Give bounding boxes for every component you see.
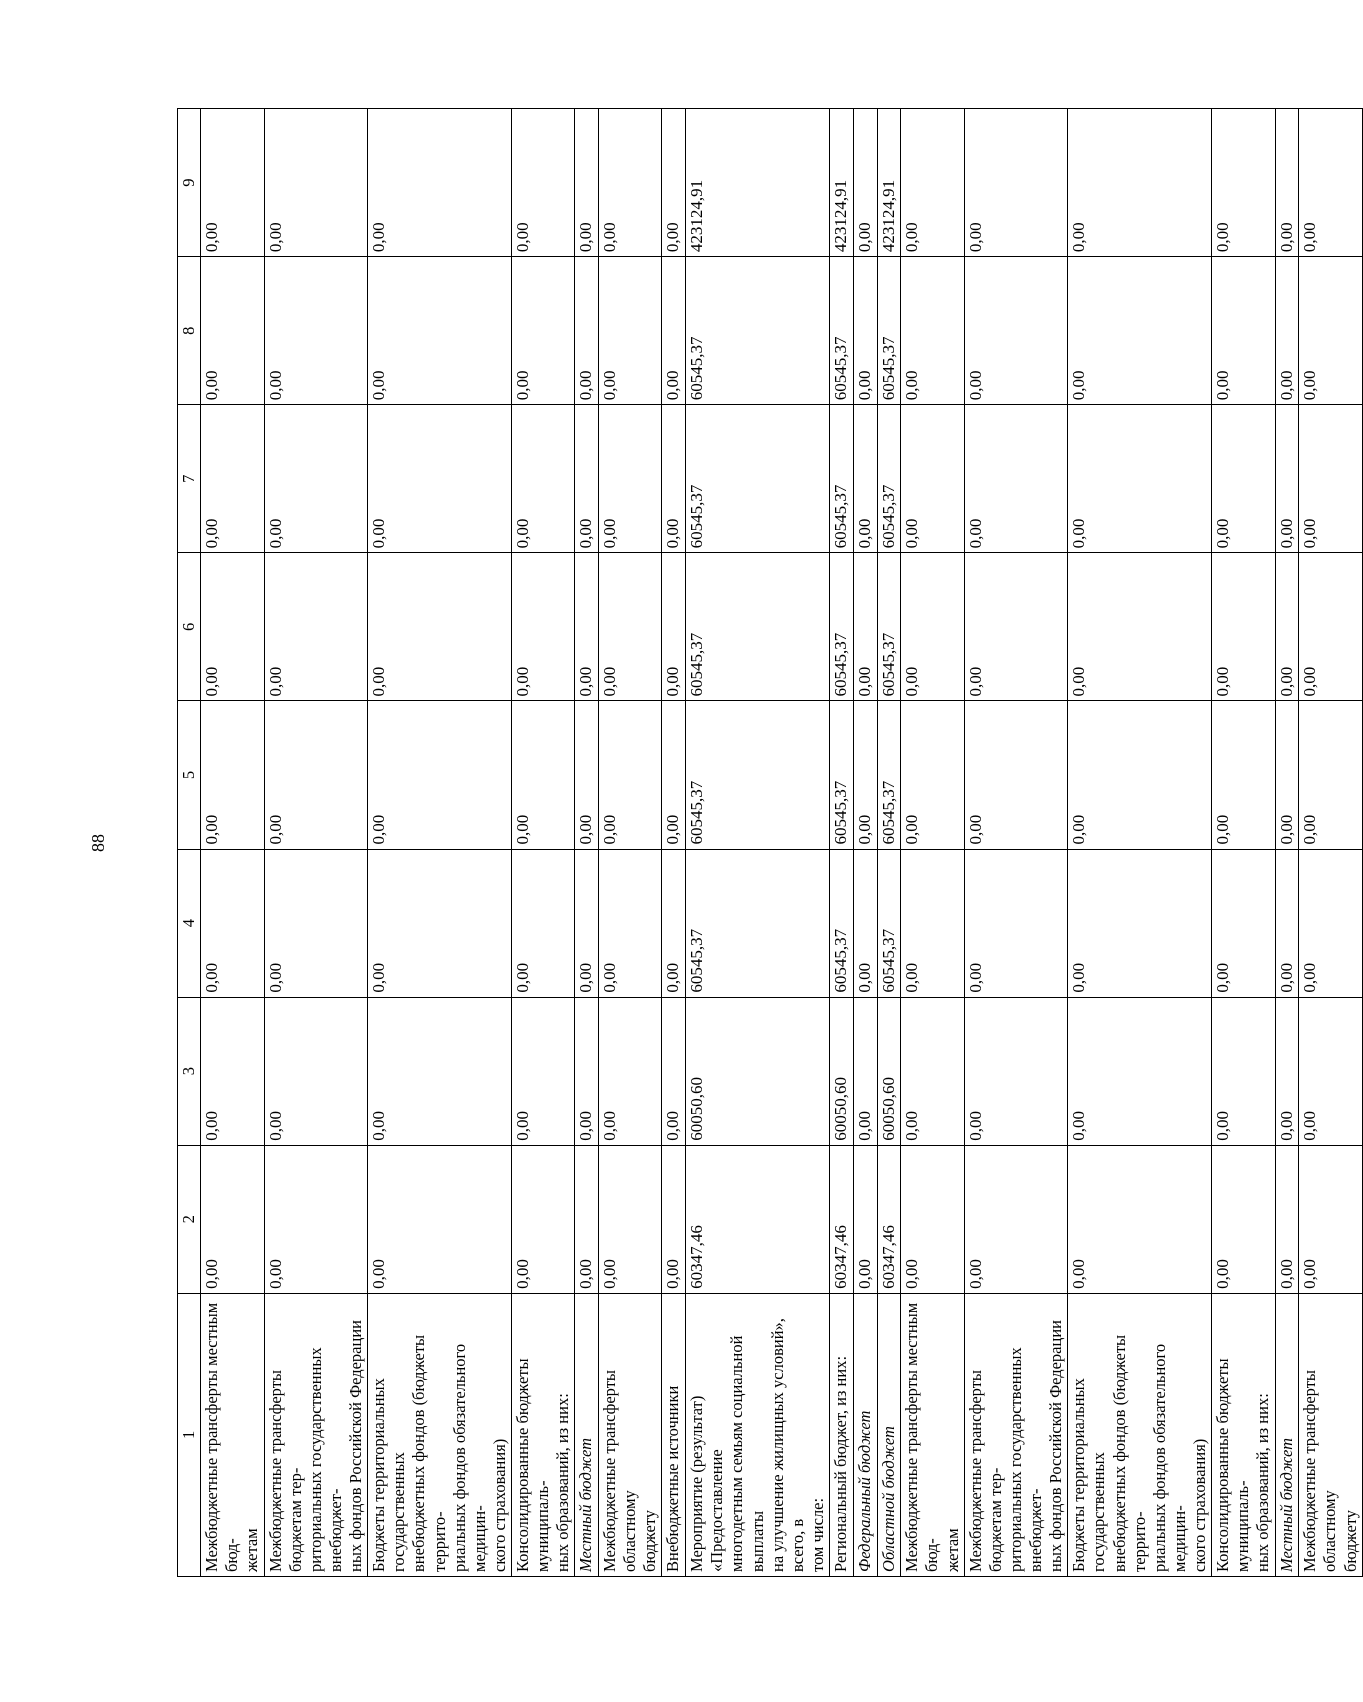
table-cell: 0,00 (1212, 405, 1275, 553)
label-line: Местный бюджет (576, 1437, 596, 1572)
label-line: риальных фондов обязательного медицин- (1149, 1343, 1189, 1572)
table-cell: 60545,37 (877, 701, 901, 849)
table-cell: 0,00 (1068, 405, 1212, 553)
table-cell: 0,00 (1068, 997, 1212, 1145)
table-cell: 0,00 (901, 109, 964, 257)
table-cell: 60545,37 (877, 849, 901, 997)
table-cell: 0,00 (201, 257, 264, 405)
label-line: Федеральный бюджет (854, 1410, 874, 1572)
table-row (830, 109, 854, 1577)
table-cell: 0,00 (201, 405, 264, 553)
table-row (964, 109, 1068, 1577)
table-cell: 0,00 (964, 257, 1068, 405)
table-body (201, 109, 1363, 1577)
table-cell: 0,00 (575, 701, 599, 849)
table-cell: 0,00 (575, 849, 599, 997)
row-label (1275, 1293, 1299, 1576)
table-cell: 0,00 (853, 1145, 877, 1293)
table-cell: 0,00 (964, 701, 1068, 849)
label-line: риальных фондов обязательного медицин- (449, 1343, 489, 1572)
table-cell: 0,00 (599, 1145, 662, 1293)
table-cell: 0,00 (964, 849, 1068, 997)
table-cell: 60545,37 (830, 553, 854, 701)
column-header: 9 (178, 109, 201, 257)
table-cell: 0,00 (662, 1145, 686, 1293)
table-cell: 0,00 (1068, 1145, 1212, 1293)
label-line: ных образований, из них: (1253, 1393, 1273, 1572)
table-row (599, 109, 662, 1577)
row-label (853, 1293, 877, 1576)
table-cell: 0,00 (201, 701, 264, 849)
table-cell: 0,00 (964, 109, 1068, 257)
label-line: ных фондов Российской Федерации (1046, 1320, 1066, 1572)
label-line: Межбюджетные трансферты бюджетам тер- (265, 1369, 305, 1572)
label-line: Межбюджетные трансферты местным бюд- (202, 1302, 242, 1572)
table-cell: 0,00 (1212, 701, 1275, 849)
column-header: 3 (178, 997, 201, 1145)
label-line: Межбюджетные трансферты областному (600, 1369, 640, 1572)
label-line: том числе: (807, 1497, 827, 1572)
row-label (264, 1293, 368, 1576)
label-line: внебюджетных фондов (бюджеты террито- (409, 1334, 449, 1572)
table-cell: 60545,37 (830, 405, 854, 553)
label-line: многодетным семьям социальной выплаты (727, 1335, 767, 1572)
table-cell: 0,00 (662, 553, 686, 701)
table-cell: 0,00 (1299, 553, 1362, 701)
table-cell: 60050,60 (830, 997, 854, 1145)
table-cell: 0,00 (368, 257, 512, 405)
table-row (201, 109, 264, 1577)
table-cell: 60545,37 (686, 553, 830, 701)
table-cell: 0,00 (853, 701, 877, 849)
label-line: Внебюджетные источники (663, 1385, 683, 1572)
page-number: 88 (88, 834, 108, 852)
table-cell: 60545,37 (686, 257, 830, 405)
table-cell: 0,00 (901, 405, 964, 553)
table-cell: 0,00 (1068, 553, 1212, 701)
table-row (1212, 109, 1275, 1577)
budget-table (177, 108, 1363, 1577)
table-cell: 0,00 (1275, 1145, 1299, 1293)
row-label (1068, 1293, 1212, 1576)
table-cell: 0,00 (264, 1145, 368, 1293)
row-label (599, 1293, 662, 1576)
table-cell: 0,00 (662, 997, 686, 1145)
row-label (877, 1293, 901, 1576)
table-cell: 0,00 (368, 997, 512, 1145)
table-cell: 60545,37 (877, 405, 901, 553)
table-cell: 0,00 (1212, 553, 1275, 701)
table-cell: 0,00 (368, 405, 512, 553)
table-cell: 0,00 (1068, 109, 1212, 257)
table-cell: 0,00 (1212, 109, 1275, 257)
table-cell: 60545,37 (830, 701, 854, 849)
label-line: ского страхования) (489, 1438, 509, 1572)
table-cell: 0,00 (368, 109, 512, 257)
table-cell: 0,00 (264, 257, 368, 405)
label-line: Межбюджетные трансферты местным бюд- (902, 1302, 942, 1572)
table-cell: 0,00 (575, 109, 599, 257)
table-cell: 0,00 (1275, 997, 1299, 1145)
label-line: жетам (242, 1528, 262, 1572)
table-cell: 0,00 (901, 701, 964, 849)
table-row (877, 109, 901, 1577)
table-cell: 60347,46 (686, 1145, 830, 1293)
table-cell: 0,00 (1275, 405, 1299, 553)
table-cell: 423124,91 (686, 109, 830, 257)
table-row (1068, 109, 1212, 1577)
table-cell: 0,00 (264, 997, 368, 1145)
table-row (264, 109, 368, 1577)
table-cell: 60545,37 (877, 553, 901, 701)
table-cell: 0,00 (575, 553, 599, 701)
row-label (1299, 1293, 1362, 1576)
table-cell: 0,00 (512, 405, 575, 553)
table-cell: 0,00 (1299, 109, 1362, 257)
label-line: Бюджеты территориальных государственных (1069, 1378, 1109, 1572)
table-cell: 0,00 (901, 849, 964, 997)
table-cell: 0,00 (264, 553, 368, 701)
label-line: бюджету (640, 1509, 660, 1572)
table-cell: 0,00 (853, 109, 877, 257)
table-cell: 0,00 (512, 257, 575, 405)
table-row (575, 109, 599, 1577)
label-line: ных фондов Российской Федерации (346, 1320, 365, 1572)
row-label (512, 1293, 575, 1576)
table-cell: 0,00 (662, 701, 686, 849)
table-cell: 0,00 (853, 849, 877, 997)
table-cell: 0,00 (964, 1145, 1068, 1293)
table-cell: 0,00 (1299, 1145, 1362, 1293)
table-cell: 0,00 (201, 849, 264, 997)
table-row (853, 109, 877, 1577)
table-cell: 0,00 (599, 701, 662, 849)
table-container (177, 108, 1360, 1577)
label-line: Местный бюджет (1276, 1437, 1296, 1572)
label-line: Областной бюджет (878, 1426, 898, 1572)
table-cell: 0,00 (853, 405, 877, 553)
table-cell: 0,00 (264, 849, 368, 997)
table-cell: 0,00 (368, 701, 512, 849)
table-cell: 0,00 (901, 257, 964, 405)
table-row (901, 109, 964, 1577)
table-cell: 60347,46 (877, 1145, 901, 1293)
table-cell: 60545,37 (686, 849, 830, 997)
label-line: Консолидированные бюджеты муниципаль- (513, 1358, 553, 1572)
table-cell: 0,00 (964, 405, 1068, 553)
table-cell: 0,00 (662, 109, 686, 257)
table-row (368, 109, 512, 1577)
table-cell: 0,00 (575, 405, 599, 553)
table-cell: 0,00 (1275, 257, 1299, 405)
table-cell: 0,00 (201, 1145, 264, 1293)
label-line: жетам (942, 1528, 962, 1572)
table-cell: 0,00 (368, 553, 512, 701)
table-cell: 0,00 (1068, 849, 1212, 997)
label-line: бюджету (1340, 1509, 1360, 1572)
label-line: Межбюджетные трансферты бюджетам тер- (965, 1369, 1005, 1572)
row-label (964, 1293, 1068, 1576)
column-header: 8 (178, 257, 201, 405)
table-cell: 0,00 (901, 997, 964, 1145)
table-cell: 60347,46 (830, 1145, 854, 1293)
table-cell: 0,00 (264, 109, 368, 257)
table-cell: 0,00 (853, 553, 877, 701)
table-cell: 60545,37 (877, 257, 901, 405)
table-cell: 0,00 (662, 405, 686, 553)
label-line: внебюджетных фондов (бюджеты террито- (1109, 1334, 1149, 1572)
column-header: 2 (178, 1145, 201, 1293)
column-header: 1 (178, 1293, 201, 1576)
table-cell: 0,00 (1068, 701, 1212, 849)
table-cell: 0,00 (368, 1145, 512, 1293)
table-cell: 0,00 (901, 553, 964, 701)
table-cell: 0,00 (1299, 997, 1362, 1145)
label-line: Бюджеты территориальных государственных (369, 1378, 409, 1572)
table-cell: 0,00 (1275, 109, 1299, 257)
table-cell: 60545,37 (686, 405, 830, 553)
table-cell: 0,00 (1212, 1145, 1275, 1293)
column-header: 5 (178, 701, 201, 849)
row-label (368, 1293, 512, 1576)
table-cell: 60545,37 (830, 257, 854, 405)
table-cell: 0,00 (368, 849, 512, 997)
label-line: Мероприятие (результат) «Предоставление (687, 1395, 727, 1572)
table-cell: 0,00 (599, 405, 662, 553)
table-row (1299, 109, 1362, 1577)
label-line: риториальных государственных внебюджет- (305, 1347, 345, 1572)
table-cell: 0,00 (853, 257, 877, 405)
label-line: Региональный бюджет, из них: (831, 1355, 851, 1572)
label-line: на улучшение жилищных условий», всего, в (767, 1318, 807, 1572)
table-cell: 0,00 (575, 1145, 599, 1293)
table-cell: 0,00 (853, 997, 877, 1145)
label-line: Межбюджетные трансферты областному (1300, 1369, 1340, 1572)
row-label (901, 1293, 964, 1576)
column-header: 4 (178, 849, 201, 997)
table-cell: 0,00 (1275, 849, 1299, 997)
table-cell: 0,00 (1212, 997, 1275, 1145)
table-row (686, 109, 830, 1577)
table-cell: 0,00 (599, 997, 662, 1145)
table-cell: 423124,91 (830, 109, 854, 257)
table-cell: 0,00 (1068, 257, 1212, 405)
table-header-row (178, 109, 201, 1577)
table-cell: 0,00 (1299, 701, 1362, 849)
table-cell: 0,00 (1275, 553, 1299, 701)
column-header: 6 (178, 553, 201, 701)
row-label (686, 1293, 830, 1576)
table-cell: 0,00 (512, 1145, 575, 1293)
table-cell: 0,00 (1212, 257, 1275, 405)
table-cell: 0,00 (201, 109, 264, 257)
column-header: 7 (178, 405, 201, 553)
table-cell: 0,00 (512, 849, 575, 997)
table-cell: 60545,37 (686, 701, 830, 849)
table-cell: 0,00 (1299, 257, 1362, 405)
table-cell: 0,00 (599, 257, 662, 405)
table-row (1275, 109, 1299, 1577)
row-label (201, 1293, 264, 1576)
table-cell: 0,00 (599, 553, 662, 701)
table-cell: 0,00 (512, 997, 575, 1145)
table-cell: 0,00 (964, 997, 1068, 1145)
table-cell: 60050,60 (877, 997, 901, 1145)
table-cell: 0,00 (264, 701, 368, 849)
table-cell: 0,00 (201, 553, 264, 701)
label-line: ского страхования) (1190, 1438, 1210, 1572)
table-row (512, 109, 575, 1577)
table-cell: 0,00 (1275, 701, 1299, 849)
row-label (830, 1293, 854, 1576)
table-cell: 60050,60 (686, 997, 830, 1145)
label-line: риториальных государственных внебюджет- (1005, 1347, 1046, 1572)
table-cell: 0,00 (264, 405, 368, 553)
table-cell: 0,00 (599, 849, 662, 997)
label-line: Консолидированные бюджеты муниципаль- (1213, 1358, 1253, 1572)
table-cell: 0,00 (1212, 849, 1275, 997)
table-cell: 0,00 (512, 109, 575, 257)
table-cell: 0,00 (1299, 405, 1362, 553)
table-cell: 0,00 (662, 849, 686, 997)
table-cell: 0,00 (512, 701, 575, 849)
table-cell: 0,00 (901, 1145, 964, 1293)
label-line: ных образований, из них: (553, 1393, 573, 1572)
table-cell: 0,00 (575, 257, 599, 405)
table-cell: 0,00 (1299, 849, 1362, 997)
table-cell: 0,00 (575, 997, 599, 1145)
table-cell: 0,00 (201, 997, 264, 1145)
table-cell: 0,00 (662, 257, 686, 405)
table-cell: 60545,37 (830, 849, 854, 997)
row-label (575, 1293, 599, 1576)
table-cell: 0,00 (512, 553, 575, 701)
table-cell: 423124,91 (877, 109, 901, 257)
table-row (662, 109, 686, 1577)
row-label (662, 1293, 686, 1576)
row-label (1212, 1293, 1275, 1576)
table-cell: 0,00 (599, 109, 662, 257)
table-cell: 0,00 (964, 553, 1068, 701)
